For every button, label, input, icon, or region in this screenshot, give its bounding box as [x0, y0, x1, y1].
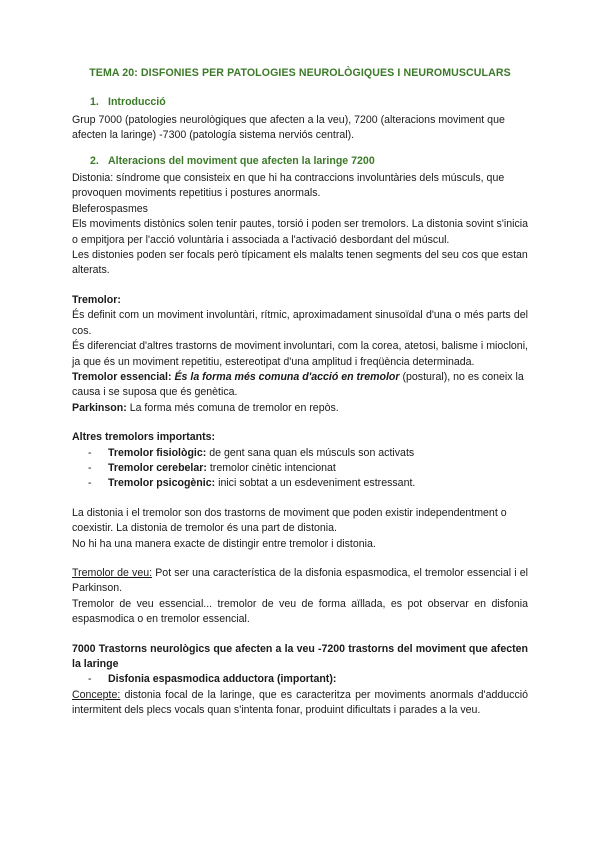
list-item-label: Tremolor cerebelar: [108, 461, 207, 474]
tremolor-essencial [72, 370, 528, 401]
section-1-number: 1. [90, 96, 99, 109]
distonia-tremolor-relation: La distonia i el tremolor son dos trastorns de moviment que poden existir independentment o coexistir. La distonia de tremolor és una part de distonia. [72, 506, 507, 535]
list-item-label: Tremolor psicogènic: [108, 477, 216, 490]
section-2-title: Alteracions del moviment que afecten la laringe 7200 [108, 154, 375, 167]
tremolor-veu-label: Tremolor de veu: [72, 566, 153, 579]
tremolor-essencial-emphasis: És la forma més comuna d'acció en tremolor [174, 370, 400, 383]
section-1-title: Introducció [108, 96, 166, 109]
altres-list [72, 446, 528, 492]
list-item [88, 672, 528, 687]
concepte-text: distonia focal de la laringe, que es caracteritza per moviments anormals d'adducció intermitent dels plecs vocals quan s'intenta fonar, produint dificultats i parades a la veu. [72, 688, 528, 717]
tremolor-essencial-label: Tremolor essencial: [72, 370, 172, 383]
trastorns-heading: 7000 Trastorns neurològics que afecten a la veu -7200 trastorns del moviment que afecten la laringe [72, 642, 528, 670]
parkinson-label: Parkinson: [72, 401, 127, 414]
distonia-definition: Distonia: síndrome que consisteix en que hi ha contraccions involuntàries dels músculs, que provoquen moviments repetitius i postures anormals. [72, 172, 505, 200]
tremolor-veu-essencial: Tremolor de veu essencial... tremolor de veu de forma aïllada, es pot observar en disfonia espasmodica o en tremolor essencial. [72, 597, 528, 626]
parkinson [72, 401, 528, 416]
document-title: TEMA 20: DISFONIES PER PATOLOGIES NEUROLÒGIQUES I NEUROMUSCULARS [89, 67, 511, 79]
tremolor-differentiation: És diferenciat d'altres trastorns de moviment involuntari, com la corea, atetosi, balisme i miocloni, ja que és un moviment repetitiu, estereotipat d'una amplitud i freqüència determinada. [72, 340, 528, 368]
bleferospasmes: Bleferospasmes [72, 202, 148, 215]
list-item-text: tremolor cinètic intencionat [206, 461, 336, 474]
section-1-text: Grup 7000 (patologies neurològiques que afecten a la veu), 7200 (alteracions moviment que afecten la laringe) -7300 (patología sistema nerviós central). [72, 113, 505, 142]
tremolor-veu-text: Pot ser una característica de la disfonia espasmodica, el tremolor essencial i el Parkinson. [72, 566, 528, 595]
disfonia-espasmodica-item: Disfonia espasmodica adductora (important): [108, 673, 337, 686]
section-2-heading [90, 154, 528, 169]
distonies-focals: Les distonies poden ser focals però típicament els malalts tenen segments del seu cos que estan alterats. [72, 249, 528, 277]
altres-heading: Altres tremolors importants: [72, 431, 216, 444]
section-2-number: 2. [90, 154, 99, 167]
tremolor-veu [72, 566, 528, 597]
document-page [72, 66, 528, 719]
list-item-label: Tremolor fisiològic: [108, 446, 207, 459]
list-item-text: inici sobtat a un esdeveniment estressant. [215, 477, 416, 490]
tremolor-heading: Tremolor: [72, 293, 121, 306]
concepte-label: Concepte: [72, 688, 121, 701]
tremolor-definition: És definit com un moviment involuntàri, rítmic, aproximadament sinusoïdal d'una o més parts del cos. [72, 309, 528, 337]
concepte [72, 688, 528, 719]
tremolor-essencial-text: (postural), no es coneix la causa i se suposa que és genètica. [72, 370, 524, 399]
distonia-tremolor-distinction: No hi ha una manera exacte de distingir entre tremolor i distonia. [72, 537, 376, 550]
list-item [88, 476, 528, 491]
parkinson-text: La forma més comuna de tremolor en repòs. [126, 401, 339, 414]
moviments-distonics: Els moviments distònics solen tenir pautes, torsió i poden ser tremolors. La distonia sovint s'inicia o empitjora per l'acció voluntària i associada a l'activació desbordant del múscul. [72, 218, 528, 246]
list-item [88, 446, 528, 461]
trastorns-list [72, 672, 528, 687]
section-1-heading [90, 95, 528, 110]
list-item-text: de gent sana quan els músculs son activats [206, 446, 415, 459]
list-item [88, 461, 528, 476]
